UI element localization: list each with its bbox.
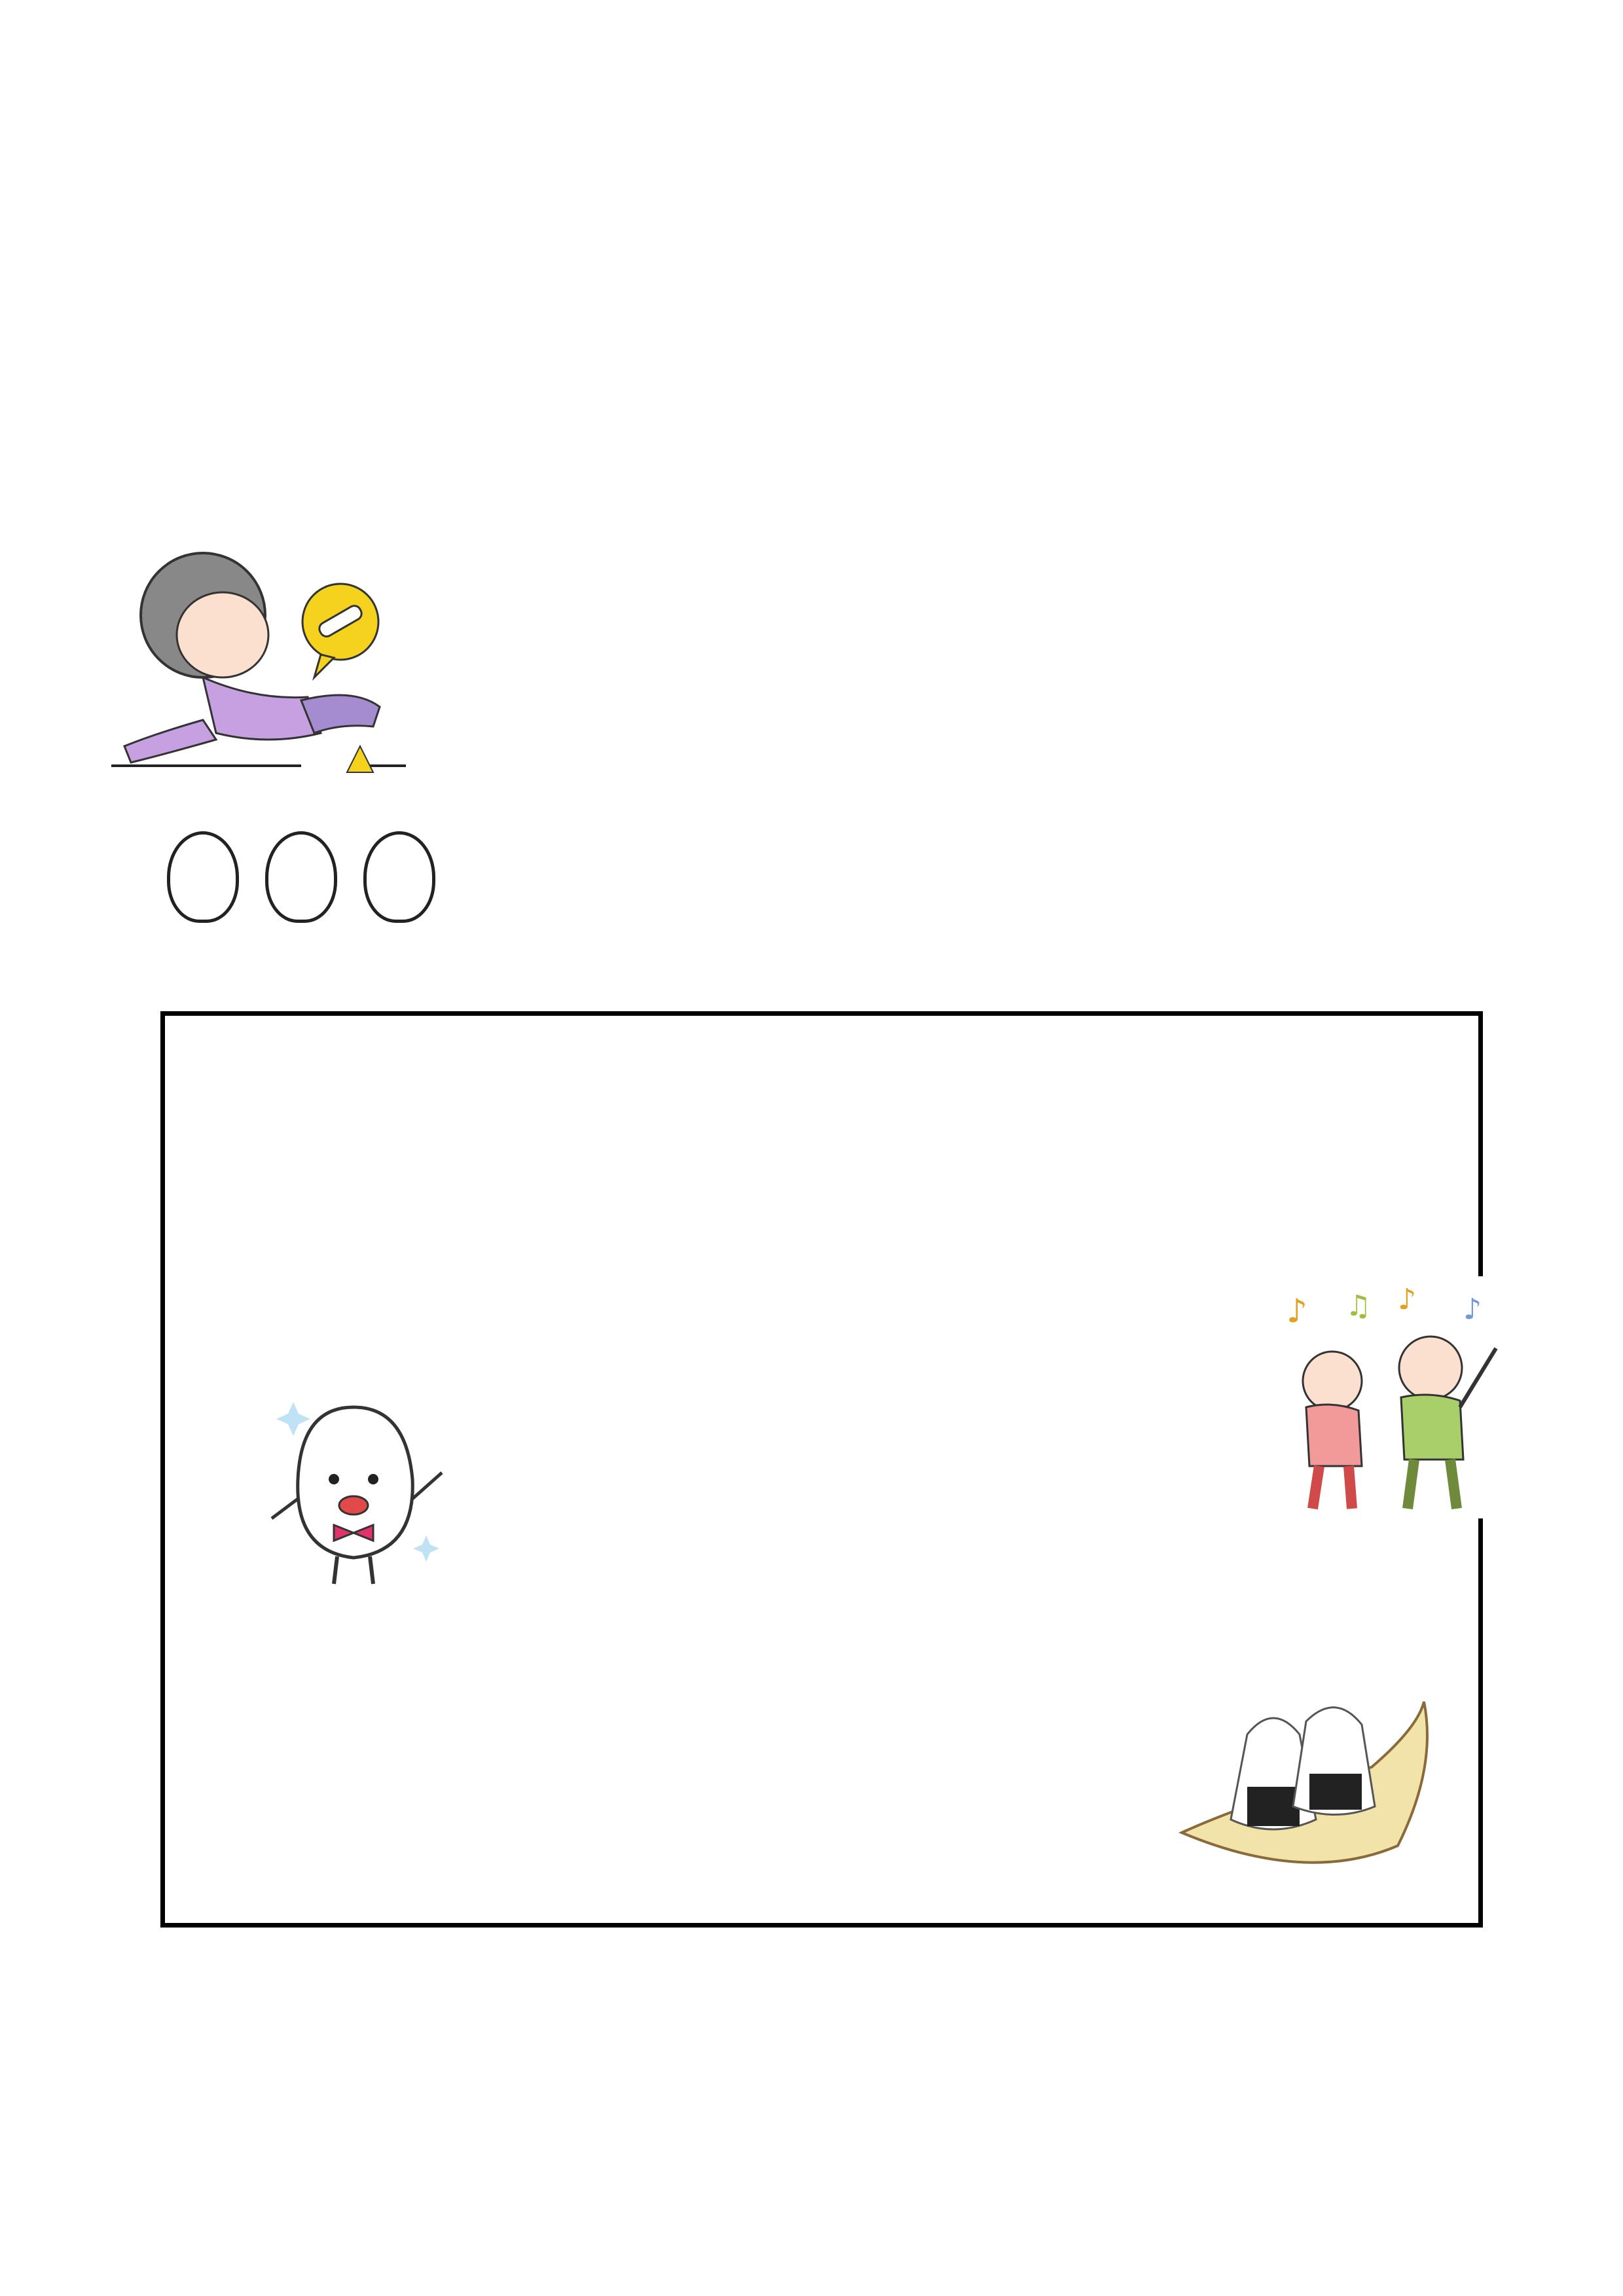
falling-person-illustration [105, 537, 412, 812]
persimmon-vine-top [183, 1983, 1447, 2055]
svg-text:♪: ♪ [1463, 1293, 1482, 1326]
rice-character-illustration [262, 1394, 452, 1590]
onigiri-illustration [1175, 1689, 1437, 1885]
rice-grain-ro [265, 831, 337, 923]
persimmon-row-bottom [183, 2157, 1447, 2215]
exercising-seniors-illustration [1273, 1276, 1522, 1518]
svg-text:♫: ♫ [1345, 1289, 1372, 1323]
svg-text:♪: ♪ [1286, 1292, 1307, 1330]
svg-text:♪: ♪ [1398, 1283, 1417, 1316]
rice-grain-i [167, 831, 239, 923]
rice-grain-ha [363, 831, 435, 923]
